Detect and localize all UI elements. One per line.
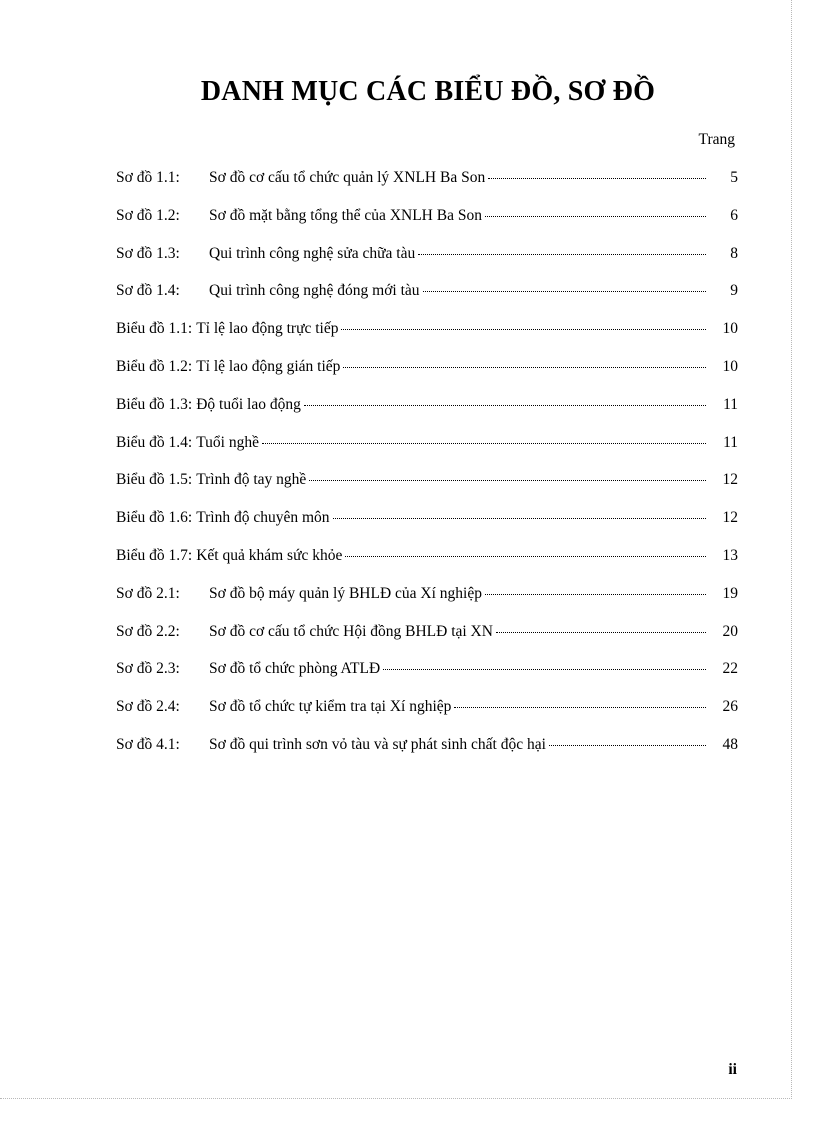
entry-text bbox=[116, 357, 712, 377]
dot-leader bbox=[262, 443, 706, 444]
entry-text bbox=[116, 508, 712, 528]
figure-list-entry[interactable] bbox=[116, 168, 738, 206]
entry-label: Sơ đồ 2.3: bbox=[116, 660, 180, 678]
entry-page-number: 12 bbox=[722, 509, 738, 527]
dot-leader bbox=[304, 405, 706, 406]
figure-list-entry[interactable] bbox=[116, 470, 738, 508]
entry-page-number: 10 bbox=[722, 357, 738, 375]
entry-title: Tỉ lệ lao động trực tiếp bbox=[196, 320, 339, 338]
entry-title: Sơ đồ cơ cấu tổ chức quản lý XNLH Ba Son bbox=[209, 169, 486, 186]
entry-title: Trình độ tay nghề bbox=[196, 471, 307, 489]
entry-title: Kết quả khám sức khỏe bbox=[196, 546, 343, 564]
entry-label: Sơ đồ 2.1: bbox=[116, 584, 180, 602]
entry-title: Sơ đồ tổ chức phòng ATLĐ bbox=[209, 660, 381, 678]
entry-page-number: 8 bbox=[730, 244, 738, 262]
dot-leader bbox=[549, 745, 706, 746]
figure-list-entry[interactable] bbox=[116, 433, 738, 471]
entry-label: Biểu đồ 1.6: bbox=[116, 509, 193, 527]
figure-list-entry[interactable] bbox=[116, 697, 738, 735]
dot-leader bbox=[333, 518, 706, 519]
entry-text bbox=[116, 470, 712, 490]
figure-list-entry[interactable] bbox=[116, 319, 738, 357]
entry-title: Độ tuổi lao động bbox=[196, 395, 301, 413]
entry-label: Biểu đồ 1.4: bbox=[116, 433, 193, 451]
entry-title: Sơ đồ bộ máy quản lý BHLĐ của Xí nghiệp bbox=[209, 584, 482, 602]
figure-list-entry[interactable] bbox=[116, 395, 738, 433]
entry-label: Sơ đồ 1.3: bbox=[116, 244, 180, 262]
entry-label: Biểu đồ 1.7: bbox=[116, 546, 193, 564]
entry-title: Qui trình công nghệ sửa chữa tàu bbox=[209, 244, 416, 262]
entry-text bbox=[116, 546, 712, 566]
dot-leader bbox=[309, 480, 706, 481]
dot-leader bbox=[454, 707, 706, 708]
entry-title: Qui trình công nghệ đóng mới tàu bbox=[209, 282, 420, 300]
dot-leader bbox=[423, 291, 706, 292]
figure-list-entry[interactable] bbox=[116, 584, 738, 622]
entry-text bbox=[116, 433, 712, 453]
figure-list-entry[interactable] bbox=[116, 659, 738, 697]
dot-leader bbox=[345, 556, 706, 557]
entry-label: Biểu đồ 1.5: bbox=[116, 471, 193, 489]
entry-label: Biểu đồ 1.1: bbox=[116, 320, 193, 338]
dot-leader bbox=[496, 632, 706, 633]
dot-leader bbox=[485, 216, 706, 217]
figure-list-entry[interactable] bbox=[116, 622, 738, 660]
entry-page-number: 6 bbox=[730, 206, 738, 224]
entry-page-number: 10 bbox=[722, 320, 738, 338]
entry-text bbox=[116, 319, 712, 339]
entry-title: Sơ đồ cơ cấu tổ chức Hội đồng BHLĐ tại XN bbox=[209, 622, 493, 640]
entry-label: Sơ đồ 2.4: bbox=[116, 698, 180, 716]
figure-list-entry[interactable] bbox=[116, 281, 738, 319]
entry-text bbox=[116, 697, 712, 717]
entry-page-number: 9 bbox=[730, 282, 738, 300]
figure-list-entry[interactable] bbox=[116, 206, 738, 244]
dot-leader bbox=[383, 669, 706, 670]
entry-page-number: 5 bbox=[730, 169, 738, 186]
page-title: DANH MỤC CÁC BIỂU ĐỒ, SƠ ĐỒ bbox=[200, 76, 656, 107]
entry-title: Sơ đồ tổ chức tự kiểm tra tại Xí nghiệp bbox=[209, 698, 452, 716]
entry-page-number: 26 bbox=[722, 698, 738, 716]
entry-text bbox=[116, 584, 712, 604]
figure-list-entry[interactable] bbox=[116, 357, 738, 395]
figure-list-entry[interactable] bbox=[116, 508, 738, 546]
page-column-header: Trang bbox=[698, 131, 735, 148]
entry-page-number: 20 bbox=[722, 622, 738, 640]
entry-label: Sơ đồ 1.4: bbox=[116, 282, 180, 300]
entry-text bbox=[116, 622, 712, 642]
entry-page-number: 22 bbox=[722, 660, 738, 678]
dot-leader bbox=[341, 329, 706, 330]
dot-leader bbox=[418, 254, 706, 255]
entry-title: Sơ đồ mặt bằng tổng thể của XNLH Ba Son bbox=[209, 206, 482, 224]
entry-page-number: 11 bbox=[723, 433, 738, 451]
entry-title: Tuổi nghề bbox=[196, 433, 259, 451]
entry-label: Biểu đồ 1.3: bbox=[116, 395, 193, 413]
dot-leader bbox=[485, 594, 706, 595]
figure-list-entry[interactable] bbox=[116, 244, 738, 282]
dot-leader bbox=[488, 178, 706, 179]
figure-list-entry[interactable] bbox=[116, 546, 738, 584]
figure-list bbox=[116, 168, 738, 773]
entry-page-number: 19 bbox=[722, 584, 738, 602]
entry-text bbox=[116, 659, 712, 679]
entry-label: Sơ đồ 1.1: bbox=[116, 169, 180, 186]
entry-page-number: 48 bbox=[722, 735, 738, 753]
figure-list-entry[interactable] bbox=[116, 735, 738, 773]
entry-text bbox=[116, 281, 712, 301]
footer-page-number: ii bbox=[728, 1061, 737, 1078]
entry-label: Biểu đồ 1.2: bbox=[116, 357, 193, 375]
entry-label: Sơ đồ 2.2: bbox=[116, 622, 180, 640]
entry-text bbox=[116, 395, 712, 415]
entry-text bbox=[116, 244, 712, 264]
entry-text bbox=[116, 735, 712, 755]
entry-text bbox=[116, 206, 712, 226]
entry-page-number: 13 bbox=[722, 546, 738, 564]
entry-title: Trình độ chuyên môn bbox=[196, 509, 330, 527]
entry-title: Sơ đồ qui trình sơn vỏ tàu và sự phát sinh chất độc hại bbox=[209, 735, 546, 753]
dot-leader bbox=[343, 367, 706, 368]
entry-label: Sơ đồ 1.2: bbox=[116, 206, 180, 224]
entry-text bbox=[116, 168, 712, 188]
entry-page-number: 12 bbox=[722, 471, 738, 489]
entry-title: Tỉ lệ lao động gián tiếp bbox=[196, 357, 341, 375]
entry-page-number: 11 bbox=[723, 395, 738, 413]
entry-label: Sơ đồ 4.1: bbox=[116, 735, 180, 753]
